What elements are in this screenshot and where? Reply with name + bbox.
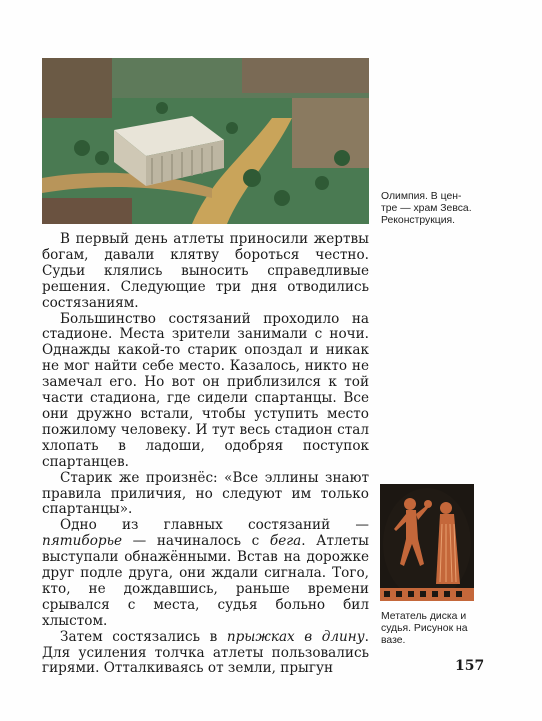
paragraph: [42, 630, 369, 678]
term-long-jump: прыжках в длину: [226, 628, 365, 645]
discus-thrower-vase-image: [380, 484, 474, 601]
term-running: бега: [269, 533, 302, 550]
paragraph: Старик же произнёс: «Все эллины знают правила приличия, но следуют им только спартанцы».: [42, 469, 369, 518]
olympia-reconstruction-image: [42, 58, 369, 224]
vase-caption-line: судья. Рисунок на: [381, 623, 468, 634]
text-run: Одно из главных состязаний —: [60, 517, 369, 534]
main-text: [42, 232, 369, 677]
vase-caption-line: вазе.: [381, 635, 406, 646]
vase-caption-line: Метатель диска и: [381, 611, 467, 622]
paragraph: В первый день атлеты приносили жертвы богам, давали клятву бороться честно. Судьи клялись выносить справедливые решения. Следующие три дня отводились состязаниям.: [42, 231, 369, 311]
text-run: Затем состязались в: [60, 628, 227, 645]
paragraph: [42, 518, 369, 629]
text-run: — начиналось с: [122, 533, 270, 550]
olympia-caption-line: Олимпия. В цен-: [381, 191, 462, 202]
olympia-caption-line: Реконструкция.: [381, 215, 456, 226]
olympia-caption-line: тре — храм Зевса.: [381, 203, 472, 214]
paragraph: Большинство состязаний проходило на стадионе. Места зрители занимали с ночи. Однажды какой-то старик опоздал и никак не мог найти себе место. Казалось, никто не замечал его. Но вот он приблизился к той части стадиона, где сидели спартанцы. Все они дружно встали, чтобы уступить место пожилому человеку. И тут весь стадион стал хлопать в ладоши, одобряя поступок спартанцев.: [42, 310, 369, 470]
term-pentathlon: пятиборье: [42, 533, 123, 550]
page-number: 157: [455, 658, 485, 674]
vase-caption: [381, 611, 496, 647]
text-run: . Атлеты выступали обнажёнными. Встав на дорожке друг подле друга, они ждали сигнала. Того, кто, не дождавшись, раньше времени срывался с места, судья больно бил хлыстом.: [42, 533, 370, 629]
text-run: . Для усиления толчка атлеты пользовались гирями. Отталкиваясь от земли, прыгун: [42, 628, 369, 677]
olympia-caption: [381, 191, 496, 227]
